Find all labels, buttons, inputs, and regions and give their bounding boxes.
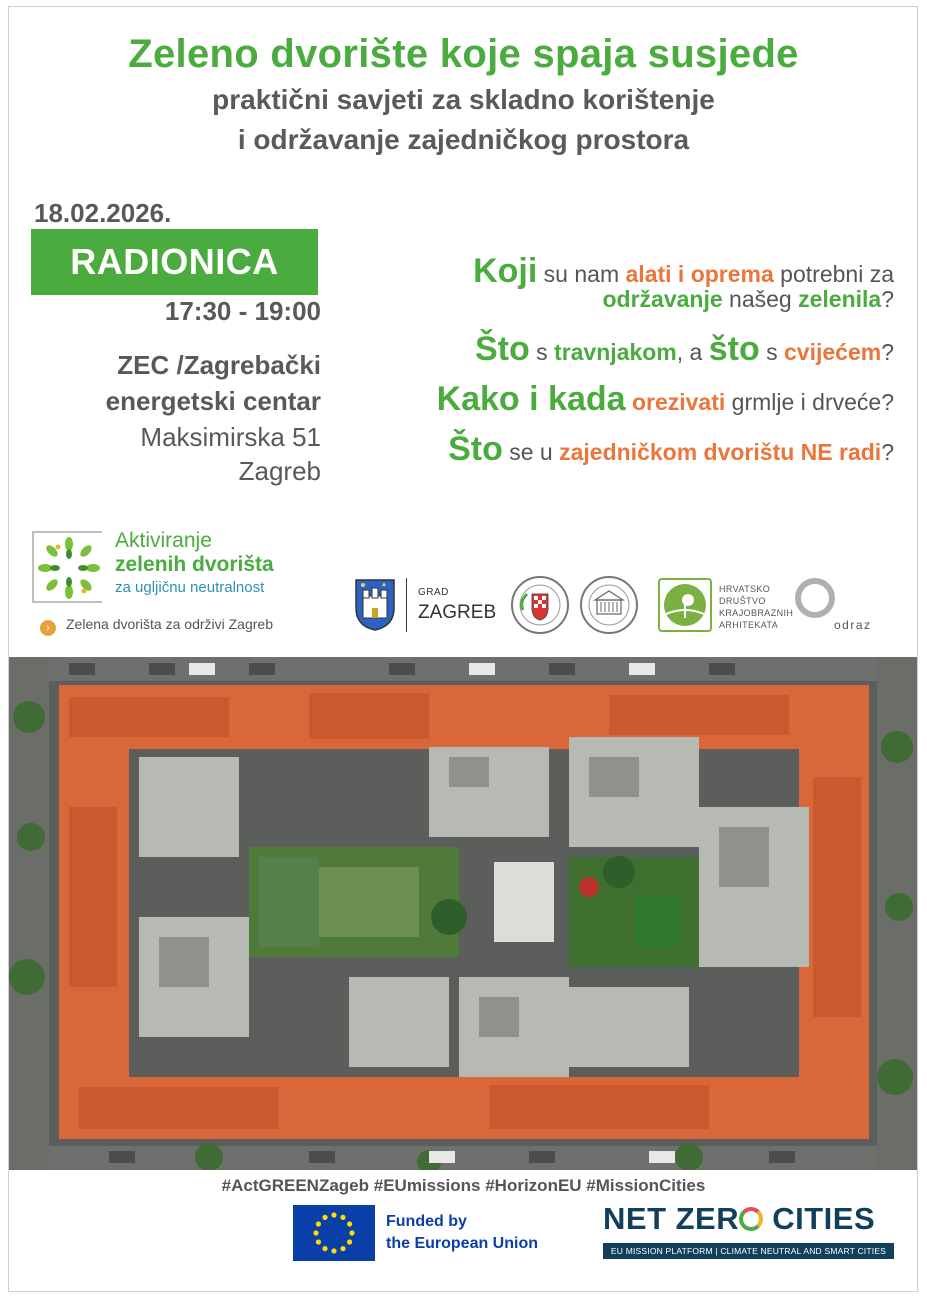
zagreb-coat-of-arms-icon: [354, 578, 396, 632]
agd-logo-frame: [32, 531, 102, 603]
aerial-courtyard-photo: [9, 657, 917, 1170]
poster-subtitle-line2: i održavanje zajedničkog prostora: [237, 124, 690, 155]
hdka-line4: ARHITEKATA: [719, 620, 779, 630]
q-word: ?: [881, 286, 894, 312]
event-time: 17:30 - 19:00: [164, 296, 321, 326]
q-word: Što: [448, 430, 503, 468]
faculty-seal-icon: [511, 576, 569, 634]
question-not-allowed: [448, 430, 894, 469]
venue-name-line1: ZEC /Zagrebački: [117, 350, 321, 380]
q-word: cvijećem: [784, 339, 882, 365]
q-word: održavanje: [602, 286, 723, 312]
venue-address-city: Zagreb: [238, 456, 321, 486]
nzc-ring-icon: [739, 1207, 763, 1231]
hdka-text: [719, 583, 793, 631]
q-word: ?: [881, 439, 894, 465]
q-word: Koji: [473, 252, 538, 290]
q-word: našeg: [722, 286, 799, 312]
q-word: s: [529, 339, 555, 365]
leaf-wreath-icon: [36, 535, 102, 601]
q-word: travnjakom: [554, 339, 677, 365]
net-zero-cities-logo: [603, 1201, 875, 1237]
odraz-logo-text: odraz: [834, 618, 872, 632]
agd-line3: za ugljičnu neutralnost: [115, 579, 265, 596]
q-word: zelenila: [798, 286, 882, 312]
q-word: se u: [502, 439, 560, 465]
poster-subtitle-line1: praktični savjeti za skladno korištenje: [212, 84, 715, 115]
event-type-badge: RADIONICA: [31, 229, 318, 295]
agd-logo-text: [115, 529, 274, 599]
zagreb-small-text: GRAD: [418, 587, 449, 598]
agd-line1: Aktiviranje: [115, 529, 212, 552]
chevron-right-icon: ›: [40, 620, 56, 636]
question-tools-line2: [602, 286, 894, 313]
poster-title: Zeleno dvorište koje spaja susjede: [128, 32, 799, 76]
hdka-line1: HRVATSKO: [719, 584, 771, 594]
event-date: 18.02.2026.: [34, 198, 172, 228]
venue-name-line2: energetski centar: [105, 386, 321, 416]
q-word: Što: [474, 330, 530, 368]
q-word: su nam: [537, 261, 626, 287]
q-word: što: [708, 330, 760, 368]
eu-line2: the European Union: [386, 1235, 538, 1252]
zagreb-logo-text: [418, 587, 496, 624]
q-word: alati i oprema: [625, 261, 774, 287]
question-pruning: [437, 380, 894, 419]
eu-funding-text: [386, 1211, 538, 1255]
zagreb-divider: [406, 578, 407, 632]
q-word: orezivati: [631, 389, 726, 415]
hdka-tree-logo-icon: [658, 578, 712, 632]
campaign-hashtags: #ActGREENZageb #EUmissions #HorizonEU #MissionCities: [221, 1176, 706, 1195]
eu-line1: Funded by: [386, 1213, 467, 1230]
odraz-ring-icon: [795, 578, 835, 618]
question-lawn-flowers: [475, 330, 894, 369]
university-seal-icon: [580, 576, 638, 634]
venue-address-street: Maksimirska 51: [140, 422, 321, 452]
q-word: s: [759, 339, 784, 365]
agd-link-label: Zelena dvorišta za održivi Zagreb: [66, 616, 273, 632]
q-word: Kako i kada: [436, 380, 626, 418]
hdka-line3: KRAJOBRAZNIH: [719, 608, 794, 618]
agd-line2: zelenih dvorišta: [115, 553, 274, 576]
nzc-part2: CITIES: [763, 1201, 876, 1236]
zagreb-big-text: ZAGREB: [418, 602, 497, 623]
eu-flag-icon: [293, 1205, 375, 1261]
q-word: ?: [881, 339, 894, 365]
q-word: zajedničkom dvorištu NE radi: [559, 439, 882, 465]
agd-website-link[interactable]: [40, 616, 273, 636]
hdka-line2: DRUŠTVO: [719, 596, 766, 606]
nzc-part1: NET ZER: [603, 1201, 740, 1236]
nzc-tagline: EU MISSION PLATFORM | CLIMATE NEUTRAL AND SMART CITIES: [603, 1243, 894, 1259]
q-word: grmlje i drveće?: [725, 389, 894, 415]
q-word: potrebni za: [773, 261, 894, 287]
q-word: , a: [676, 339, 709, 365]
